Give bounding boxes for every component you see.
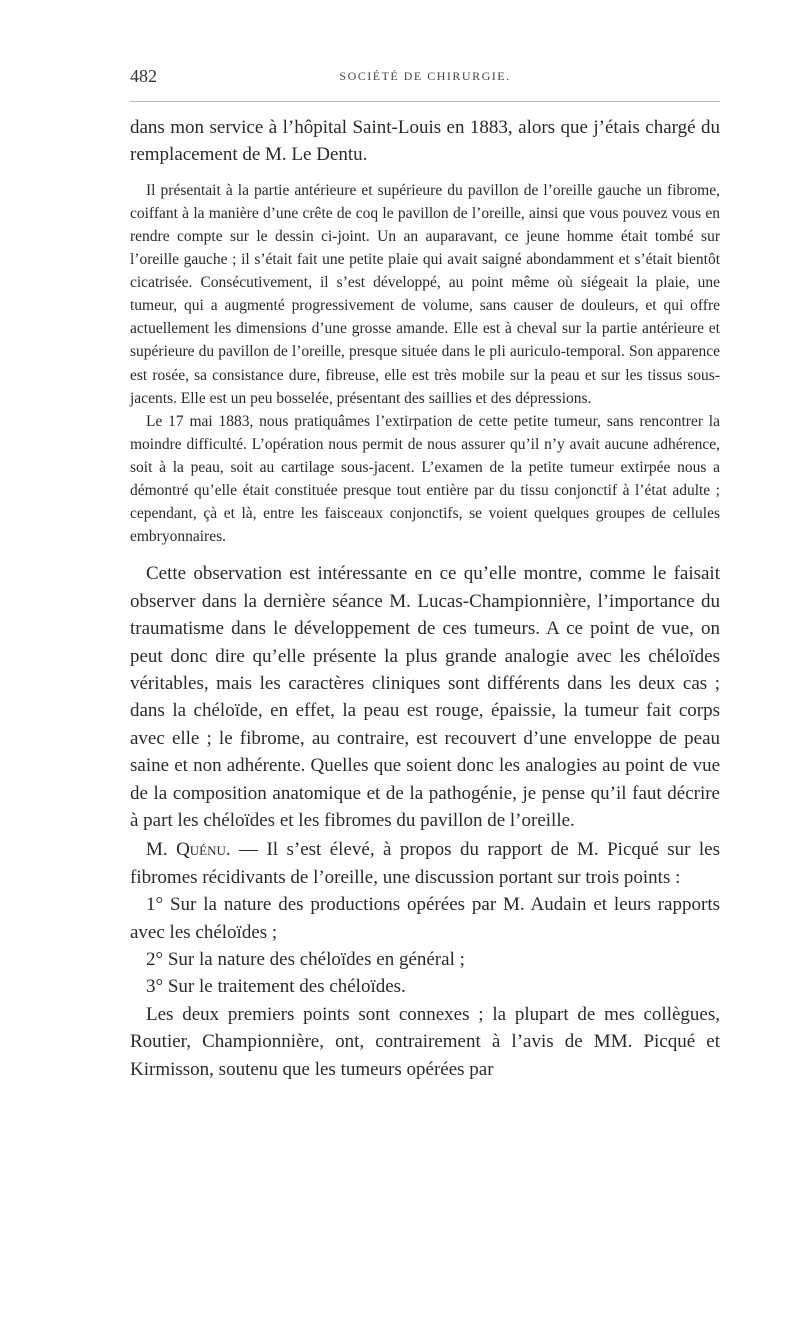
list-item-1: 1° Sur la nature des productions opérées par M. Audain et leurs rapports avec les chéloïdes ; [130, 894, 720, 943]
paragraph-operation: Le 17 mai 1883, nous pratiquâmes l’extirpation de cette petite tumeur, sans rencontrer la moindre difficulté. L’opération nous permit de nous assurer qu’il n’y avait aucune adhérence, soit à la peau, soit au cartilage sous-jacent. L’examen de la petite tumeur extirpée nous a démontré qu’elle était constituée presque tout entière par du tissu conjonctif à l’état adulte ; cependant, çà et là, entre les faisceaux conjonctifs, se voient quelques groupes de cellules embryonnaires. [130, 412, 720, 546]
page-header [130, 66, 720, 90]
paragraph-continuation: dans mon service à l’hôpital Saint-Louis en 1883, alors que j’étais chargé du remplacement de M. Le Dentu. [130, 117, 720, 166]
speaker-name: M. Quénu. [146, 839, 231, 861]
page-body [130, 114, 720, 1083]
list-item-2: 2° Sur la nature des chéloïdes en général ; [146, 949, 465, 970]
speaker-text: — Il s’est élevé, à propos du rapport de M. Picqué sur les fibromes récidivants de l’oreille, une discussion portant sur trois points : [130, 839, 720, 888]
list-item-3: 3° Sur le traitement des chéloïdes. [146, 976, 406, 998]
paragraph-discussion: Les deux premiers points sont connexes ; la plupart de mes collègues, Routier, Championnière, ont, contrairement à l’avis de MM. Picqué et Kirmisson, soutenu que les tumeurs opérées par [130, 1003, 720, 1080]
paragraph-quenu-intro [130, 836, 720, 891]
header-rule [130, 101, 720, 102]
page-number: 482 [130, 66, 157, 86]
paragraph-case-description: Il présentait à la partie antérieure et supérieure du pavillon de l’oreille gauche un fibrome, coiffant à la manière d’une crête de coq le pavillon de l’oreille, ainsi que vous pouvez vous en rendre compte sur le dessin ci-joint. Un an auparavant, ce jeune homme était tombé sur l’oreille gauche ; il s’était fait une petite plaie qui avait saigné abondamment et s’était bientôt cicatrisée. Consécutivement, il s’est développé, au point même où siégeait la plaie, une tumeur, qui a augmenté progressivement de volume, sans causer de douleurs, et qui offre actuellement les dimensions d’une grosse amande. Elle est à cheval sur la partie antérieure et supérieure du pavillon de l’oreille, presque située dans le pli auriculo-temporal. Son apparence est rosée, sa consistance dure, fibreuse, elle est très mobile sur la peau et sur les tissus sous-jacents. Elle est un peu bosselée, présentant des saillies et des dépressions. [130, 181, 720, 407]
paragraph-observation-commentary: Cette observation est intéressante en ce qu’elle montre, comme le faisait observer dans la dernière séance M. Lucas-Championnière, l’importance du traumatisme dans le développement de ces tumeurs. A ce point de vue, on peut donc dire qu’elle présente la plus grande analogie avec les chéloïdes véritables, mais les caractères cliniques sont différents dans les deux cas ; dans la chéloïde, en effet, la peau est rouge, épaissie, la tumeur fait corps avec elle ; le fibrome, au contraire, est recouvert d’une enveloppe de peau saine et non adhérente. Quelles que soient donc les analogies au point de vue de la composition anatomique et de la pathogénie, je pense qu’il faut décrire à part les chéloïdes et les fibromes du pavillon de l’oreille. [130, 563, 720, 831]
running-title: SOCIÉTÉ DE CHIRURGIE. [339, 69, 511, 83]
